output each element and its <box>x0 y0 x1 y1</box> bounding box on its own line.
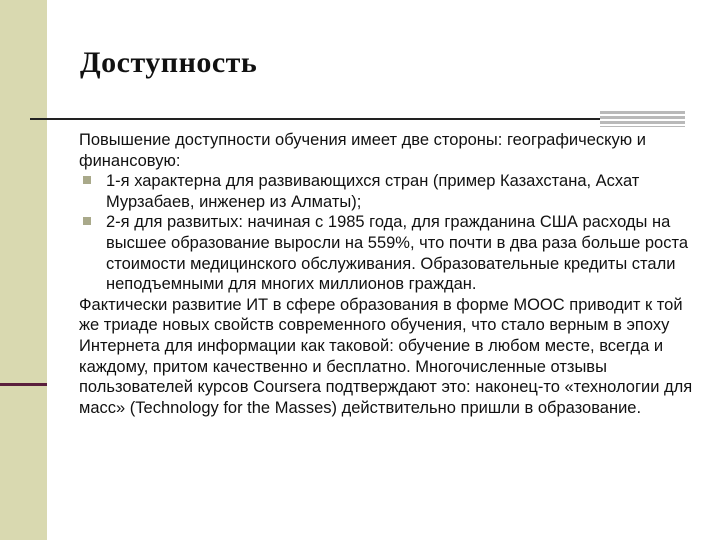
bullet-item <box>79 171 699 212</box>
side-accent-line <box>0 383 47 386</box>
side-band <box>0 0 47 540</box>
intro-paragraph: Повышение доступности обучения имеет две стороны: географическую и финансовую: <box>79 131 646 170</box>
bullet-item <box>79 212 699 294</box>
bullet-list <box>79 171 699 295</box>
title-underline <box>30 118 685 120</box>
slide-body <box>79 130 699 418</box>
title-decor-bar <box>600 111 685 127</box>
square-bullet-icon <box>83 217 91 225</box>
slide-title: Доступность <box>80 46 258 79</box>
bullet-text: 1-я характерна для развивающихся стран (пример Казахстана, Асхат Мурзабаев, инженер из Алматы); <box>106 172 640 211</box>
conclusion-paragraph: Фактически развитие ИТ в сфере образования в форме MOOC приводит к той же триаде новых свойств современного обучения, что стало верным в эпоху Интернета для информации как таковой: обучение в любом месте, всегда и каждому, притом качественно и бесплатно. Многочисленные отзывы пользователей курсов Coursera подтверждают это: наконец-то «технологии для масс» (Technology for the Masses) действительно пришли в образование. <box>79 295 693 417</box>
square-bullet-icon <box>83 176 91 184</box>
bullet-text: 2-я для развитых: начиная с 1985 года, для гражданина США расходы на высшее образование выросли на 559%, что почти в два раза больше роста стоимости медицинского обслуживания. Образовательные кредиты стали неподъемными для многих миллионов граждан. <box>106 213 689 294</box>
